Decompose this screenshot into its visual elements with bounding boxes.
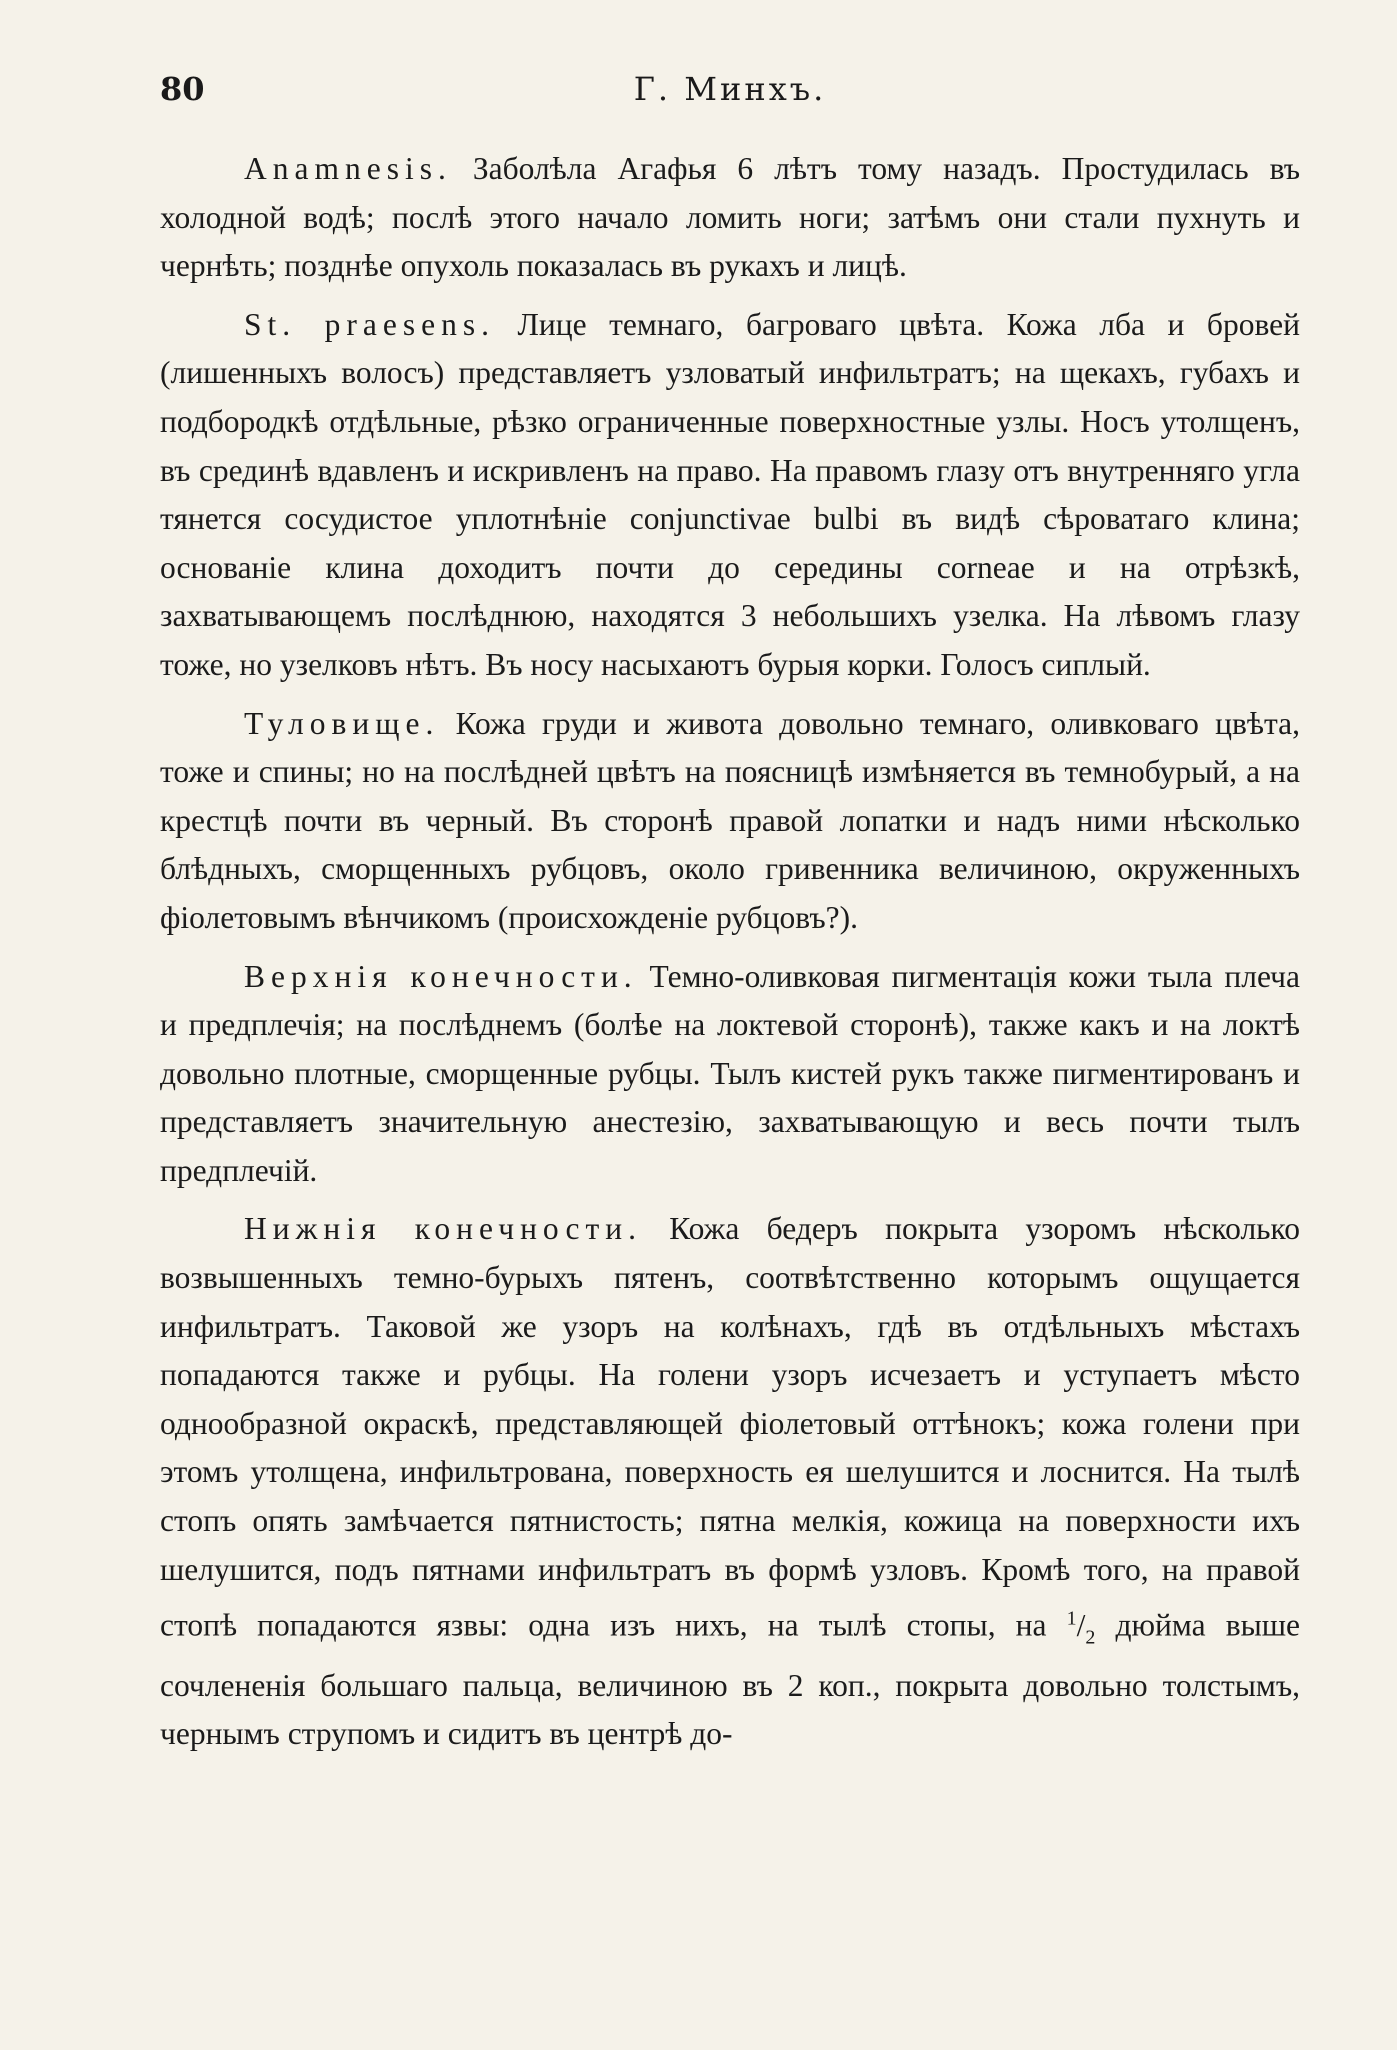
paragraph-lower-limbs bbox=[160, 1205, 1300, 1758]
paragraph-torso bbox=[160, 700, 1300, 943]
page-header bbox=[160, 70, 1300, 120]
fraction-numerator: 1 bbox=[1066, 1607, 1077, 1630]
fraction: $^1/_2$ bbox=[1066, 1607, 1096, 1649]
paragraph-text: Кожа груди и живота довольно темнаго, оливковаго цвѣта, тоже и спины; но на послѣдней цвѣтъ на поясницѣ измѣняется въ темнобурый, а на крестцѣ почти въ черный. Въ сторонѣ правой лопатки и надъ ними нѣсколько блѣдныхъ, сморщенныхъ рубцовъ, около гривенника величиною, окруженныхъ фіолетовымъ вѣнчикомъ (происхожденіе рубцовъ?). bbox=[160, 705, 1300, 935]
fraction-denominator: 2 bbox=[1085, 1626, 1096, 1649]
paragraph-text: Темно-оливковая пигментація кожи тыла плеча и предплечія; на послѣднемъ (болѣе на локтевой сторонѣ), также какъ и на локтѣ довольно плотные, сморщенные рубцы. Тылъ кистей рукъ также пигментированъ и представляетъ значительную анестезію, захватывающую и весь почти тылъ предплечій. bbox=[160, 958, 1300, 1188]
running-head: Г. Минхъ. bbox=[633, 70, 827, 108]
section-lead: Anamnesis. bbox=[244, 151, 452, 186]
page-number: 80 bbox=[160, 70, 205, 108]
paragraph-anamnesis bbox=[160, 145, 1300, 291]
paragraph-text: Заболѣла Агафья 6 лѣтъ тому назадъ. Простудилась въ холодной водѣ; послѣ этого начало ломить ноги; затѣмъ они стали пухнуть и чернѣть; позднѣе опухоль показалась въ рукахъ и лицѣ. bbox=[160, 151, 1300, 284]
section-lead: Нижнія конечности. bbox=[244, 1211, 642, 1247]
paragraph-text: Лице темнаго, багроваго цвѣта. Кожа лба и бровей (лишенныхъ волосъ) представляетъ узловатый инфильтратъ; на щекахъ, губахъ и подбородкѣ отдѣльные, рѣзко ограниченные поверхностные узлы. Носъ утолщенъ, въ срединѣ вдавленъ и искривленъ на право. На правомъ глазу отъ внутренняго угла тянется сосудистое уплотнѣніе conjunctivae bulbi въ видѣ сѣроватаго клина; основаніе клина доходитъ почти до середины corneae и на отрѣзкѣ, захватывающемъ послѣднюю, находятся 3 небольшихъ узелка. На лѣвомъ глазу тоже, но узелковъ нѣтъ. Въ носу насыхаютъ бурыя корки. Голосъ сиплый. bbox=[160, 306, 1300, 682]
page-body bbox=[160, 145, 1300, 1769]
paragraph-status-praesens bbox=[160, 301, 1300, 690]
paragraph-upper-limbs bbox=[160, 953, 1300, 1196]
paragraph-text: Кожа бедеръ покрыта узоромъ нѣсколько возвышенныхъ темно-бурыхъ пятенъ, соотвѣтственно которымъ ощущается инфильтратъ. Таковой же узоръ на колѣнахъ, гдѣ въ отдѣльныхъ мѣстахъ попадаются также и рубцы. На голени узоръ исчезаетъ и уступаетъ мѣсто однообразной окраскѣ, представляющей фіолетовый оттѣнокъ; кожа голени при этомъ утолщена, инфильтрована, поверхность ея шелушится и лоснится. На тылѣ стопъ опять замѣчается пятнистость; пятна мелкія, кожица на поверхности ихъ шелушится, подъ пятнами инфильтратъ въ формѣ узловъ. Кромѣ того, на правой стопѣ попадаются язвы: одна изъ нихъ, на тылѣ стопы, на bbox=[160, 1211, 1300, 1643]
paragraph-text-continued: дюйма выше сочлененія большаго пальца, величиною въ 2 коп., покрыта довольно толстымъ, чернымъ струпомъ и сидитъ въ центрѣ до- bbox=[160, 1607, 1300, 1752]
section-lead: Верхнія конечности. bbox=[244, 958, 638, 994]
section-lead: Туловище. bbox=[244, 705, 440, 741]
section-lead: St. praesens. bbox=[244, 306, 496, 342]
